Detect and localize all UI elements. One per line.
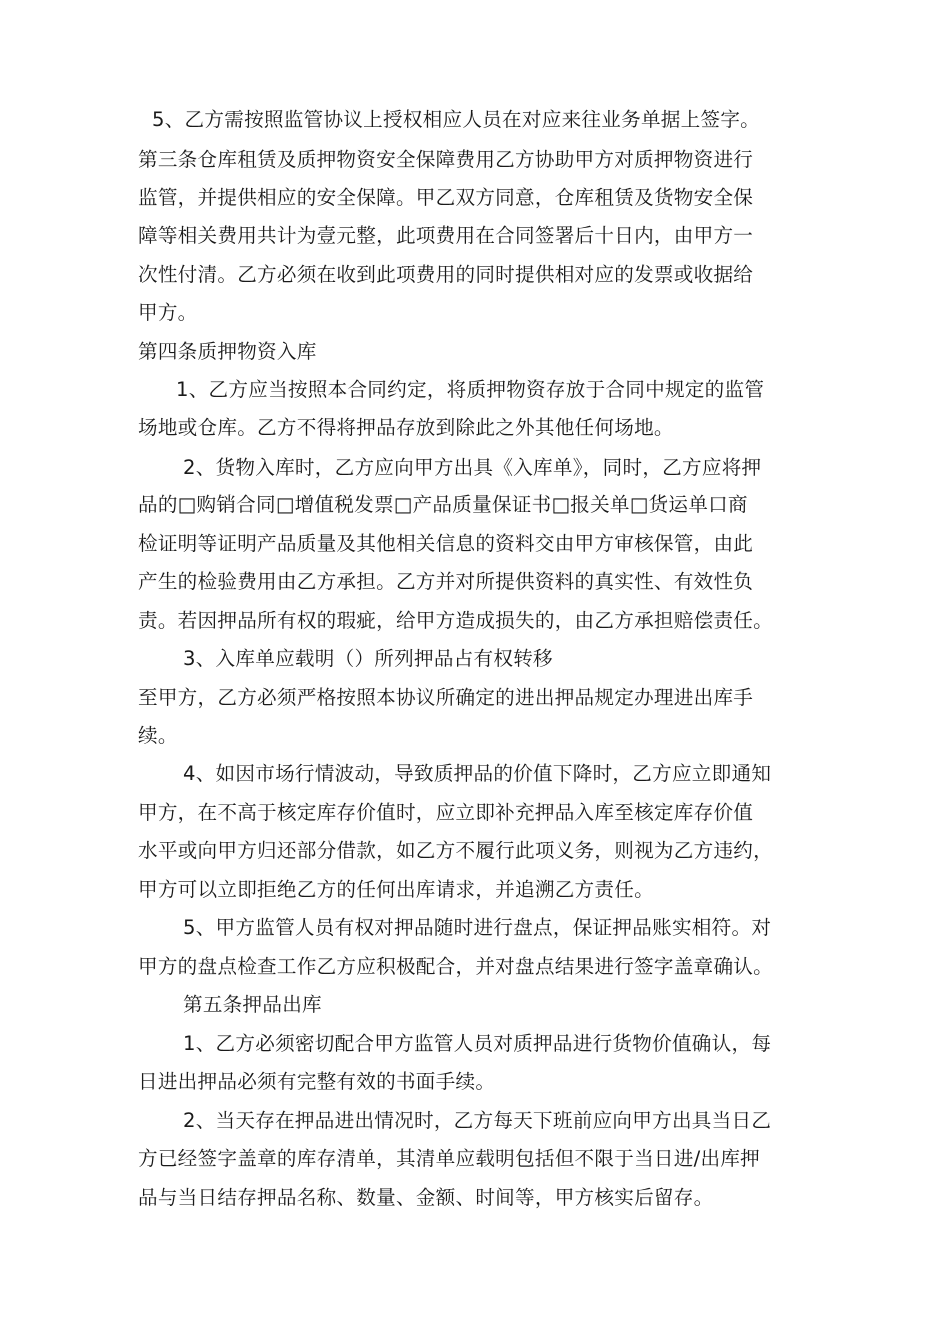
text-line: 续。	[138, 724, 178, 747]
text-line: 5、乙方需按照监管协议上授权相应人员在对应来往业务单据上签字。	[152, 108, 761, 131]
text-line: 2、货物入库时，乙方应向甲方出具《入库单》，同时，乙方应将押	[183, 456, 762, 479]
text-line: 品的□购销合同□增值税发票□产品质量保证书□报关单□货运单口商	[138, 493, 748, 516]
text-line: 甲方可以立即拒绝乙方的任何出库请求，并追溯乙方责任。	[138, 878, 654, 901]
text-line: 4、如因市场行情波动，导致质押品的价值下降时，乙方应立即通知	[183, 762, 772, 785]
text-line: 品与当日结存押品名称、数量、金额、时间等，甲方核实后留存。	[138, 1186, 714, 1209]
text-line: 1、乙方必须密切配合甲方监管人员对质押品进行货物价值确认，每	[183, 1032, 772, 1055]
text-line: 产生的检验费用由乙方承担。乙方并对所提供资料的真实性、有效性负	[138, 570, 754, 593]
text-line: 5、甲方监管人员有权对押品随时进行盘点，保证押品账实相符。对	[183, 916, 772, 939]
text-line: 责。若因押品所有权的瑕疵，给甲方造成损失的，由乙方承担赔偿责任。	[138, 609, 773, 632]
text-line: 甲方，在不高于核定库存价值时，应立即补充押品入库至核定库存价值	[138, 801, 754, 824]
text-line: 甲方的盘点检查工作乙方应积极配合，并对盘点结果进行签字盖章确认。	[138, 955, 773, 978]
text-line: 水平或向甲方归还部分借款，如乙方不履行此项义务，则视为乙方违约，	[138, 839, 773, 862]
section-heading: 第五条押品出库	[183, 993, 322, 1016]
text-line: 日进出押品必须有完整有效的书面手续。	[138, 1070, 496, 1093]
text-line: 3、入库单应载明（）所列押品占有权转移	[183, 647, 553, 670]
text-line: 监管，并提供相应的安全保障。甲乙双方同意，仓库租赁及货物安全保	[138, 186, 754, 209]
text-line: 障等相关费用共计为壹元整，此项费用在合同签署后十日内，由甲方一	[138, 224, 754, 247]
section-heading: 第四条质押物资入库	[138, 340, 317, 363]
text-line: 至甲方，乙方必须严格按照本协议所确定的进出押品规定办理进出库手	[138, 686, 754, 709]
text-line: 2、当天存在押品进出情况时，乙方每天下班前应向甲方出具当日乙	[183, 1109, 772, 1132]
text-line: 第三条仓库租赁及质押物资安全保障费用乙方协助甲方对质押物资进行	[138, 148, 754, 171]
text-line: 次性付清。乙方必须在收到此项费用的同时提供相对应的发票或收据给	[138, 263, 754, 286]
text-line: 甲方。	[138, 301, 198, 324]
text-line: 场地或仓库。乙方不得将押品存放到除此之外其他任何场地。	[138, 416, 674, 439]
text-line: 检证明等证明产品质量及其他相关信息的资料交由甲方审核保管，由此	[138, 532, 754, 555]
text-line: 1、乙方应当按照本合同约定，将质押物资存放于合同中规定的监管	[176, 378, 765, 401]
text-line: 方已经签字盖章的库存清单，其清单应载明包括但不限于当日进/出库押	[138, 1147, 761, 1170]
